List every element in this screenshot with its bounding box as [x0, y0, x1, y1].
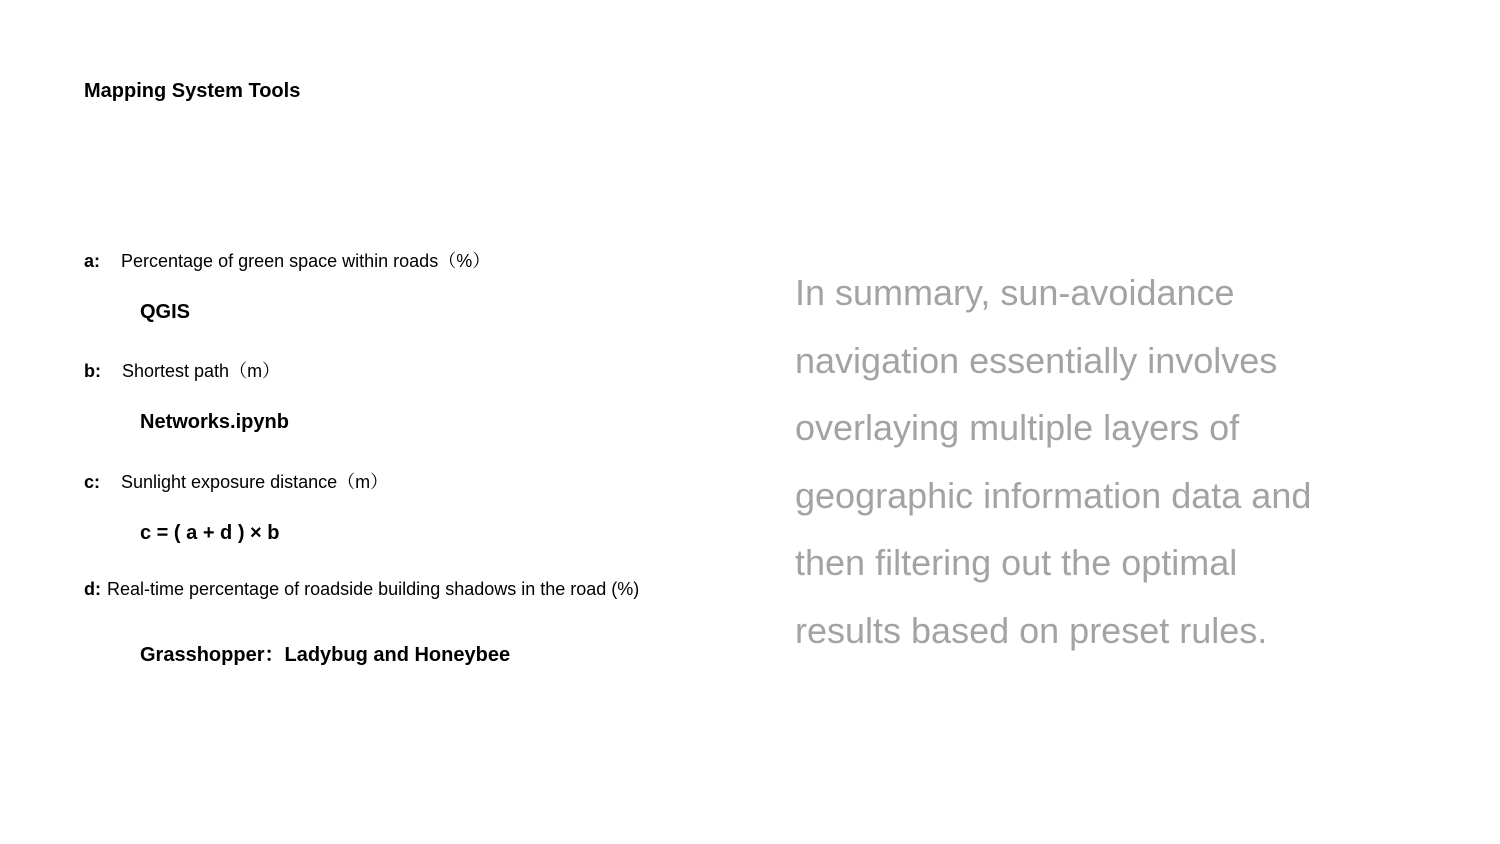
- variable-c-formula: c = ( a + d ) × b: [140, 522, 280, 544]
- variable-a-line: [84, 247, 490, 273]
- summary-line: then filtering out the optimal: [795, 542, 1238, 584]
- slide-title: Mapping System Tools: [84, 80, 301, 102]
- variable-c-key: c:: [84, 472, 101, 492]
- variable-d-key: d:: [84, 579, 101, 599]
- summary-line: overlaying multiple layers of: [795, 407, 1240, 449]
- variable-c-description: Sunlight exposure distance（m）: [121, 472, 389, 492]
- variable-c-line: [84, 468, 388, 494]
- summary-line: In summary, sun-avoidance: [795, 272, 1235, 313]
- variable-a-key: a:: [84, 251, 101, 271]
- summary-paragraph: [795, 259, 1435, 665]
- variable-d-tool: Grasshopper：Ladybug and Honeybee: [140, 644, 511, 666]
- variable-a-tool: QGIS: [140, 301, 191, 323]
- summary-line: results based on preset rules.: [795, 609, 1268, 651]
- variable-b-description: Shortest path（m）: [122, 361, 281, 381]
- summary-line: geographic information data and: [795, 474, 1312, 516]
- variable-a-description: Percentage of green space within roads（%）: [121, 251, 491, 271]
- variable-b-line: [84, 357, 280, 383]
- variable-d-line: [84, 579, 639, 600]
- variable-d-description: Real-time percentage of roadside building shadows in the road (%): [107, 579, 640, 599]
- variable-b-tool: Networks.ipynb: [140, 411, 289, 433]
- variable-b-key: b:: [84, 361, 101, 381]
- summary-line: navigation essentially involves: [795, 339, 1278, 381]
